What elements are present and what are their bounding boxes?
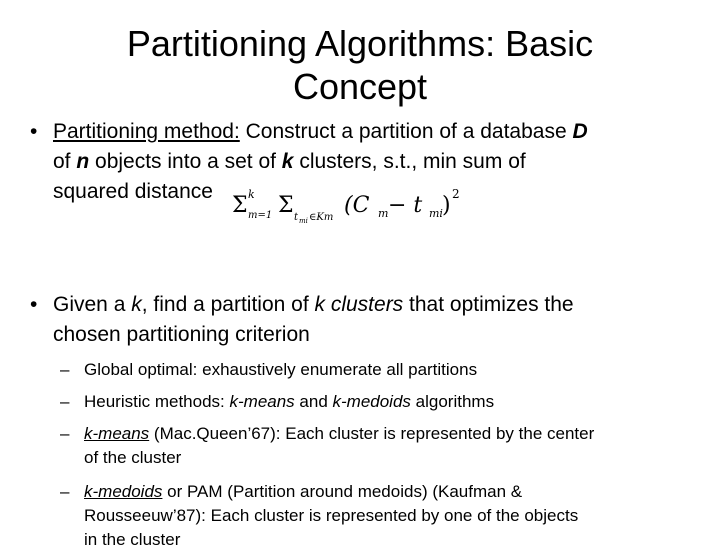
bullet-dot-icon: •: [30, 293, 38, 316]
formula-svg: [232, 184, 472, 228]
bullet-2-text-d: chosen partitioning criterion: [53, 323, 310, 346]
k-clusters-term: k clusters: [314, 293, 404, 316]
partitioning-method-label: Partitioning method:: [53, 120, 240, 143]
subitem-4-text-b: Rousseeuw’87): Each cluster is represented by one of the objects: [84, 506, 579, 525]
formula-body: (C: [344, 193, 370, 218]
subitem-k-means: [60, 422, 690, 470]
subitem-heuristic-methods: [60, 390, 690, 414]
formula-exponent: 2: [452, 187, 460, 201]
subitem-4-text-a: or PAM (Partition around medoids) (Kaufman &: [162, 482, 523, 501]
formula-close: ): [442, 193, 451, 218]
slide-title-line-2: Concept: [292, 66, 428, 107]
formula-minus-sub: mi: [429, 207, 443, 220]
subitem-4-text-c: in the cluster: [84, 530, 181, 549]
bullet-2-text-a: Given a: [53, 293, 132, 316]
dash-icon: –: [60, 482, 70, 501]
dash-icon: –: [60, 424, 70, 443]
k-means-term: k-means: [229, 392, 295, 411]
k-means-term: k-means: [84, 424, 150, 443]
formula-inner-index-sub: mi: [299, 217, 308, 225]
subitem-2-text-a: Heuristic methods:: [84, 392, 230, 411]
formula-inner-set: ∈Km: [309, 212, 334, 223]
formula-minus: − t: [388, 193, 423, 218]
k-symbol: k: [131, 293, 142, 316]
bullet-given-k: [30, 290, 690, 350]
subitem-2-text-c: algorithms: [410, 392, 495, 411]
k-symbol: k: [281, 150, 294, 173]
formula-lower-limit: m=1: [248, 210, 273, 221]
formula-sigma-inner: Σ: [278, 193, 294, 218]
formula-inner-index: t: [294, 212, 299, 223]
bullet-1-text-c: objects into a set of: [89, 150, 282, 173]
bullet-1-text-e: squared distance: [53, 180, 213, 203]
k-medoids-term: k-medoids: [84, 482, 163, 501]
bullet-1-text-d: clusters, s.t., min sum of: [293, 150, 526, 173]
sum-of-squares-formula: [232, 184, 472, 228]
formula-upper-limit: k: [248, 188, 255, 201]
k-medoids-term: k-medoids: [332, 392, 411, 411]
formula-body-sub: m: [378, 207, 389, 220]
subitem-3-text-a: (Mac.Queen’67): Each cluster is represented by the center: [149, 424, 595, 443]
bullet-1-text-a: Construct a partition of a database: [239, 120, 573, 143]
bullet-2-text-b: , find a partition of: [141, 293, 315, 316]
subitem-1-text: Global optimal: exhaustively enumerate all partitions: [84, 360, 478, 379]
subitem-2-text-b: and: [294, 392, 333, 411]
subitem-global-optimal: [60, 358, 690, 382]
dash-icon: –: [60, 360, 70, 379]
slide-title-line-1: Partitioning Algorithms: Basic: [126, 23, 594, 64]
bullet-dot-icon: •: [30, 120, 38, 143]
subitem-k-medoids: [60, 480, 690, 552]
dash-icon: –: [60, 392, 70, 411]
slide-title: [0, 22, 720, 108]
n-symbol: n: [76, 150, 90, 173]
formula-sigma-outer: Σ: [232, 193, 248, 218]
bullet-1-text-b: of: [53, 150, 77, 173]
subitem-3-text-b: of the cluster: [84, 448, 182, 467]
database-symbol: D: [572, 120, 588, 143]
bullet-2-text-c: that optimizes the: [403, 293, 574, 316]
